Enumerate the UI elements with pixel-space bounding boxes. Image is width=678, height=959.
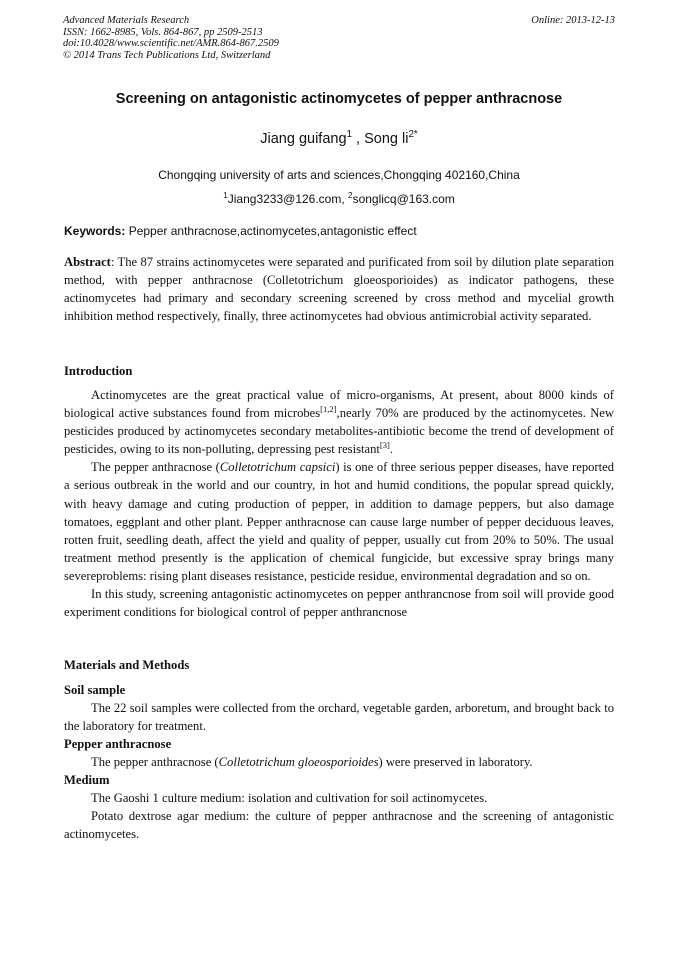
medium-paragraph-1: The Gaoshi 1 culture medium: isolation and cultivation for soil actinomycetes.	[91, 791, 488, 805]
subheading-medium: Medium	[64, 773, 110, 787]
author-1: Jiang guifang	[260, 131, 347, 147]
keywords	[64, 224, 614, 238]
author-2: Song li	[364, 131, 409, 147]
medium-paragraph-2: Potato dextrose agar medium: the culture of pepper anthracnose and the screening of antagonistic actinomycetes.	[64, 809, 614, 842]
affiliation: Chongqing university of arts and sciences,Chongqing 402160,China	[158, 168, 520, 182]
pepper-anthracnose-text	[64, 753, 614, 771]
abstract	[64, 253, 614, 325]
email-2-sup: 2	[348, 191, 353, 200]
intro-p1-text-a: Actinomycetes are the great practical value of micro-organisms, At present, about 8000 kinds of biological active substances found from microbes	[64, 388, 614, 421]
pepper-text-a: The pepper anthracnose (	[91, 755, 219, 769]
abstract-text: : The 87 strains actinomycetes were separated and purificated from soil by dilution plate separation method, with pepper anthracnose (Colletotrichum gloeosporioides) as indicator pathogens, these actinomycetes had primary and secondary screening screened by cross method and mycelial growth inhibition method respectively, finally, three actinomycetes had obvious antimicrobial activity separated.	[64, 255, 614, 324]
email-2: songlicq@163.com	[352, 192, 455, 206]
author-separator: ,	[352, 131, 365, 147]
copyright-line: © 2014 Trans Tech Publications Ltd, Switzerland	[63, 49, 271, 61]
keywords-text: Pepper anthracnose,actinomycetes,antagonistic effect	[125, 224, 417, 238]
intro-p2-text-a: The pepper anthracnose (	[91, 460, 220, 475]
intro-paragraph-1	[64, 386, 614, 458]
email-1: Jiang3233@126.com,	[227, 192, 349, 206]
species-name: Colletotrichum capsici	[219, 460, 336, 475]
intro-p1-text-b: ,nearly 70% are produced by the actinomycetes. New pesticides produced by actinomycetes secondary metabolites-antibiotic become the trend of development of pesticides, owing to its non-polluting, depressing pest resistant	[64, 406, 614, 457]
intro-p1-text-c: .	[389, 442, 393, 457]
soil-sample-paragraph: The 22 soil samples were collected from the orchard, vegetable garden, arboretum, and brought back to the laboratory for treatment.	[64, 701, 614, 734]
intro-paragraph-2	[64, 458, 614, 585]
keywords-label: Keywords:	[64, 224, 126, 238]
author-1-sup: 1	[346, 129, 352, 141]
pepper-species-name: Colletotrichum gloeosporioides	[218, 755, 379, 769]
author-line	[0, 131, 678, 147]
introduction-body	[64, 386, 614, 621]
citation-1-2: [1,2]	[320, 403, 337, 414]
abstract-label: Abstract	[64, 255, 111, 269]
paper-title: Screening on antagonistic actinomycetes of pepper anthracnose	[115, 91, 563, 107]
pepper-text-b: ) were preserved in laboratory.	[378, 755, 533, 769]
subheading-soil-sample: Soil sample	[64, 683, 126, 697]
doi-line: doi:10.4028/www.scientific.net/AMR.864-867.2509	[63, 38, 279, 49]
section-heading-materials-methods: Materials and Methods	[64, 658, 190, 672]
subheading-pepper-anthracnose: Pepper anthracnose	[64, 737, 172, 751]
email-line	[0, 192, 678, 206]
journal-name: Advanced Materials Research	[63, 15, 190, 26]
issn-line: ISSN: 1662-8985, Vols. 864-867, pp 2509-2513	[63, 26, 263, 38]
citation-3: [3]	[379, 440, 390, 451]
online-date: Online: 2013-12-13	[531, 15, 615, 26]
intro-paragraph-3: In this study, screening antagonistic actinomycetes on pepper anthrancnose from soil will provide good experiment conditions for biological control of pepper anthrancnose	[64, 587, 614, 620]
email-1-sup: 1	[223, 191, 228, 200]
section-heading-introduction: Introduction	[64, 364, 133, 378]
author-2-sup: 2*	[408, 129, 418, 141]
medium-text	[64, 789, 614, 843]
soil-sample-text	[64, 699, 614, 735]
pepper-paragraph	[64, 753, 614, 771]
journal-header	[63, 15, 279, 61]
intro-p2-text-b: ) is one of three serious pepper diseases, have reported a serious outbreak in the world and our country, in hot and humid conditions, the popular spread quickly, with heavy damage and cuting production of pepper, in addition to damage peppers, but also damage tomatoes, eggplant and other plant. Pepper anthracnose can cause large number of pepper deciduous leaves, rotten fruit, seedling death, affect the yield and quality of pepper, usually cut from 20% to 50%. The usual treatment method presently is the application of chemical fungicide, but excessive spray brings many severeproblems: rising plant diseases resistance, pesticide residue, environmental degradation and so on.	[64, 460, 614, 583]
